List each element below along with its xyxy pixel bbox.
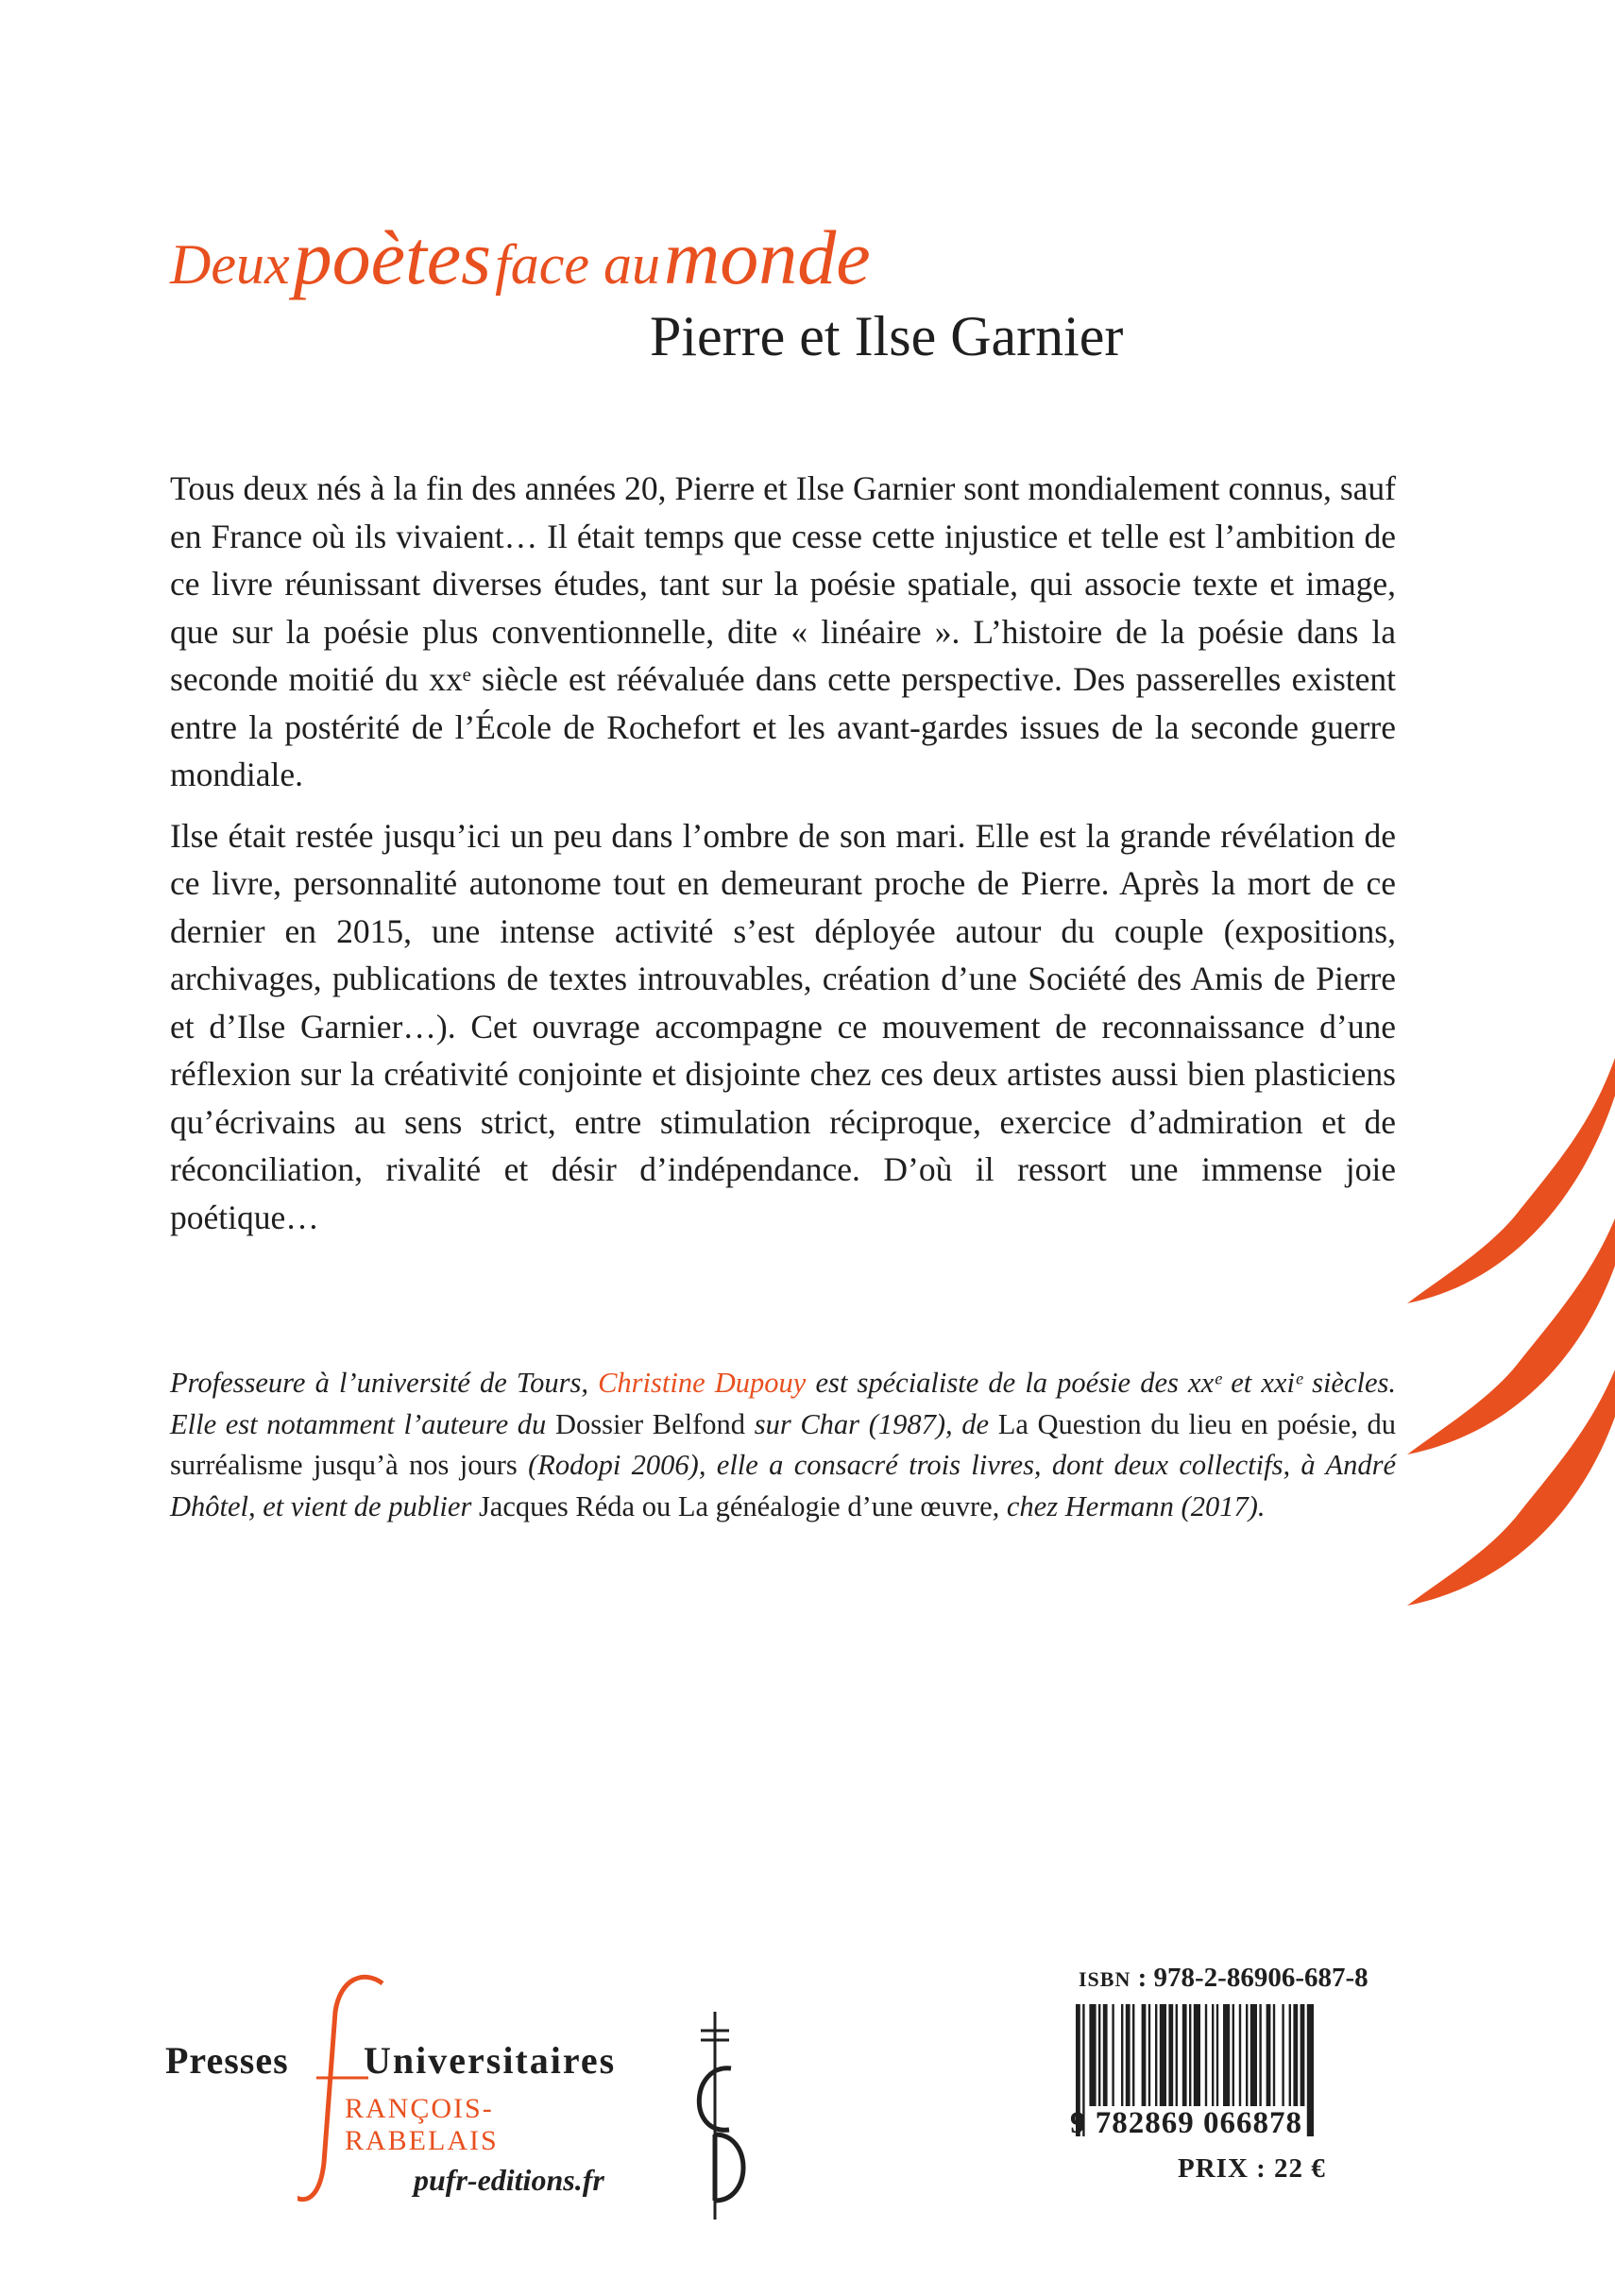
bio-text: , chez Hermann (2017). xyxy=(992,1489,1266,1522)
cd-collection-logo-icon xyxy=(682,2012,748,2219)
blurb-paragraph-2: Ilse était restée jusqu’ici un peu dans l’ombre de son mari. Elle est la grande révélation de ce livre, personnalité autonome tout en demeurant proche de Pierre. Après la mort de ce dernier en 2015, une intense activité s’est déployée autour du couple (expositions, archivages, publications de textes introuvables, création d’une Société des Amis de Pierre et d’Ilse Garnier…). Cet ouvrage accompagne ce mouvement de reconnaissance d’une réflexion sur la créativité conjointe et disjointe chez ces deux artistes aussi bien plasticiens qu’écrivains au sens strict, entre stimulation réciproque, exercice d’admiration et de réconciliation, rivalité et désir d’indépendance. D’où il ressort une immense joie poétique… xyxy=(170,816,1396,1236)
barcode-bar xyxy=(1182,2004,1187,2106)
title-word-poetes: poètes xyxy=(293,214,492,300)
barcode-bar xyxy=(1121,2004,1123,2106)
barcode-bar xyxy=(1232,2004,1234,2106)
barcode-bar xyxy=(1098,2004,1100,2106)
bio-text: (Rodopi 2006), elle a consacré trois livres, dont deux collectifs, à André Dhôtel, et vient de publier xyxy=(170,1449,1396,1522)
barcode-bar xyxy=(1148,2004,1150,2106)
barcode-bar xyxy=(1132,2004,1134,2106)
publisher-universitaires: Universitaires xyxy=(364,2039,617,2082)
bio-work-title: La Question du lieu en poésie, du surréalisme jusqu’à nos jours xyxy=(170,1407,1396,1481)
bio-text: sur Char (1987), de xyxy=(745,1407,998,1440)
bio-text: Professeure à l’université de Tours, xyxy=(170,1367,599,1399)
barcode-bar xyxy=(1126,2004,1130,2106)
barcode-bar xyxy=(1142,2004,1147,2106)
barcode-bar xyxy=(1250,2004,1257,2106)
barcode-bar xyxy=(1160,2004,1166,2106)
author-bio xyxy=(170,1363,1396,1527)
publisher-francois-rabelais: RANÇOIS-RABELAIS xyxy=(345,2093,499,2156)
barcode-bar xyxy=(1239,2004,1241,2106)
publisher-logo xyxy=(165,1964,638,2210)
barcode-bar xyxy=(1212,2004,1214,2106)
barcode-bar xyxy=(1205,2004,1207,2106)
barcode-bar xyxy=(1259,2004,1261,2106)
barcode-bar xyxy=(1293,2004,1298,2106)
isbn xyxy=(1079,1963,1400,1994)
blurb xyxy=(170,465,1396,1254)
isbn-value: : 978-2-86906-687-8 xyxy=(1137,1963,1368,1993)
barcode-bar xyxy=(1112,2004,1114,2106)
blurb-paragraph-1: Tous deux nés à la fin des années 20, Pierre et Ilse Garnier sont mondialement connus, sauf en France où ils vivaient… Il était temps que cesse cette injustice et telle est l’ambition de ce livre réunissant diverses études, tant sur la poésie spatiale, qui associe texte et image, que sur la poésie plus conventionnelle, dite « linéaire ». L’histoire de la poésie dans la seconde moitié du xxᵉ siècle est réévaluée dans cette perspective. Des passerelles existent entre la postérité de l’École de Rochefort et les avant-gardes issues de la seconde guerre mondiale. xyxy=(170,469,1396,793)
barcode-bar xyxy=(1282,2004,1284,2106)
barcode-digits: 9 782869 066878 xyxy=(1070,2106,1302,2140)
barcode-bar xyxy=(1155,2004,1157,2106)
barcode-bar xyxy=(1103,2004,1108,2106)
publisher-presses: Presses xyxy=(165,2039,289,2082)
bio-work-title: Dossier Belfond xyxy=(554,1407,746,1440)
barcode-bar xyxy=(1246,2004,1248,2106)
price: PRIX : 22 € xyxy=(1178,2153,1326,2184)
f-glyph-icon xyxy=(298,1964,392,2210)
barcode-bar xyxy=(1266,2004,1271,2106)
book-subtitle: Pierre et Ilse Garnier xyxy=(650,305,1124,367)
title-word-face-au: face au xyxy=(495,233,661,296)
barcode-bar xyxy=(1176,2004,1178,2106)
author-name: Christine Dupouy xyxy=(598,1367,807,1399)
barcode-bar xyxy=(1194,2004,1200,2106)
barcode-bar xyxy=(1273,2004,1275,2106)
title-word-monde: monde xyxy=(664,214,871,300)
barcode-bar xyxy=(1216,2004,1218,2106)
barcode-bar xyxy=(1089,2004,1096,2106)
publisher-url: pufr-editions.fr xyxy=(414,2163,604,2197)
barcode-bar xyxy=(1223,2004,1230,2106)
isbn-label: ISBN xyxy=(1079,1967,1131,1991)
decorative-swooshes xyxy=(1388,1020,1615,1662)
bio-text: est spécialiste de la poésie des xxᵉ et xxiᵉ siècles. Elle est notamment l’auteure du xyxy=(170,1367,1396,1440)
barcode-bar xyxy=(1168,2004,1173,2106)
barcode-bar xyxy=(1300,2004,1305,2106)
barcode-bar xyxy=(1289,2004,1291,2106)
book-title xyxy=(170,215,1256,300)
barcode-bar xyxy=(1189,2004,1191,2106)
bio-work-title: Jacques Réda ou La généalogie d’une œuvre xyxy=(478,1489,993,1522)
title-word-deux: Deux xyxy=(170,233,290,296)
swoosh-1 xyxy=(1407,1058,1615,1303)
